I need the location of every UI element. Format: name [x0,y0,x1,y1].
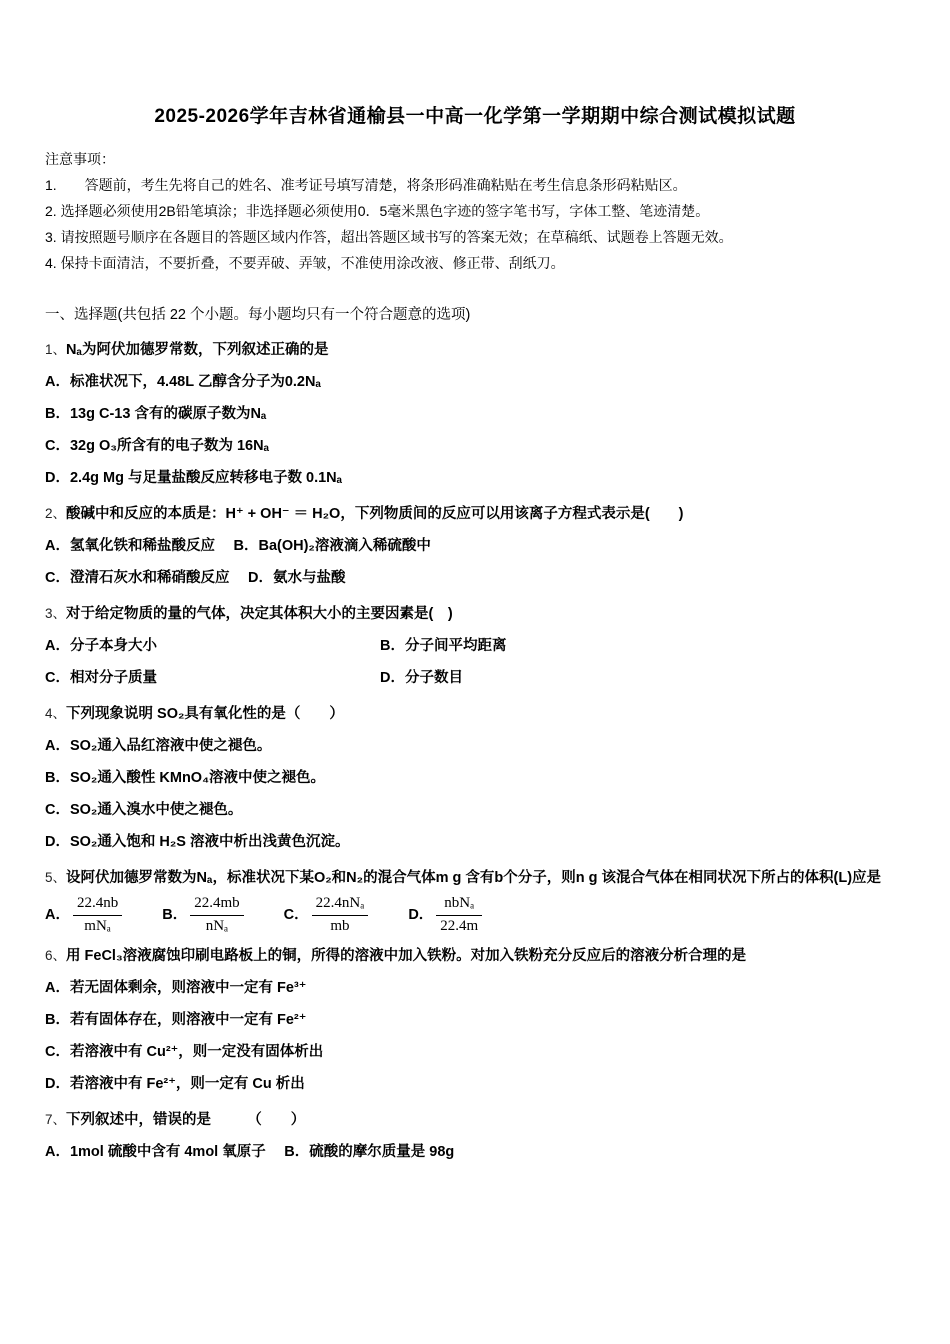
question-4 [45,698,905,858]
section-heading: 一、选择题(共包括 22 个小题。每小题均只有一个符合题意的选项) [45,307,471,323]
option-line: B．13g C-13 含有的碳原子数为Nₐ [45,406,267,422]
fraction-denominator: mb [330,917,350,934]
question-number: 7、 [45,1112,67,1127]
option-line: A．1mol 硫酸中含有 4mol 氧原子 B．硫酸的摩尔质量是 98g [45,1144,455,1160]
notice-item: 1. 答题前，考生先将自己的姓名、准考证号填写清楚，将条形码准确粘贴在考生信息条形码粘贴区。 [45,177,687,193]
question-stem-line [45,940,905,972]
option-line: C．澄清石灰水和稀硝酸反应 D．氨水与盐酸 [45,570,346,586]
question-stem: 设阿伏加德罗常数为Nₐ，标准状况下某O₂和N₂的混合气体m g 含有b个分子，则n g 该混合气体在相同状况下所占的体积(L)应是 [66,870,882,886]
question-6 [45,940,905,1100]
option-line: B．SO₂通入酸性 KMnO₄溶液中使之褪色。 [45,770,325,786]
question-2 [45,498,905,594]
option-d [408,894,482,936]
fraction-numerator: 22.4nb [73,894,122,916]
option-line: C．若溶液中有 Cu²⁺，则一定没有固体析出 [45,1044,324,1060]
question-1 [45,334,905,494]
fraction [436,894,482,936]
option-line [45,894,905,936]
question-stem-line [45,1104,905,1136]
notice-item: 3. 请按照题号顺序在各题目的答题区域内作答，超出答题区域书写的答案无效；在草稿纸、试题卷上答题无效。 [45,229,733,245]
question-3 [45,598,905,694]
question-number: 6、 [45,948,67,963]
question-number: 4、 [45,706,67,721]
option-right: B．分子间平均距离 [380,638,507,654]
option-left: A．分子本身大小 [45,638,157,654]
option-label: B． [162,907,188,923]
option-line: A．SO₂通入品红溶液中使之褪色。 [45,738,272,754]
fraction [312,894,369,936]
question-stem-line [45,862,905,894]
option-line [45,630,905,662]
fraction-numerator: 22.4nNₐ [312,894,369,916]
question-stem: Nₐ为阿伏加德罗常数，下列叙述正确的是 [66,342,329,358]
notice-item: 4. 保持卡面清洁，不要折叠，不要弄破、弄皱，不准使用涂改液、修正带、刮纸刀。 [45,255,565,271]
option-line: D．若溶液中有 Fe²⁺，则一定有 Cu 析出 [45,1076,305,1092]
question-stem-line [45,598,905,630]
fraction-numerator: nbNₐ [436,894,482,916]
notice-header: 注意事项： [45,151,115,167]
option-line: D．2.4g Mg 与足量盐酸反应转移电子数 0.1Nₐ [45,470,343,486]
option-right: D．分子数目 [380,670,463,686]
option-line: C．32g O₃所含有的电子数为 16Nₐ [45,438,270,454]
option-line: A．氢氧化铁和稀盐酸反应 B．Ba(OH)₂溶液滴入稀硫酸中 [45,538,431,554]
question-stem: 下列现象说明 SO₂具有氧化性的是（ ） [66,706,344,722]
option-b [162,894,243,936]
question-7 [45,1104,905,1168]
question-stem: 酸碱中和反应的本质是：H⁺ + OH⁻ ＝ H₂O，下列物质间的反应可以用该离子方程式表示是( ) [66,506,684,522]
option-label: A． [45,907,70,923]
fraction-denominator: 22.4m [440,917,479,934]
option-line: B．若有固体存在，则溶液中一定有 Fe²⁺ [45,1012,307,1028]
fraction-denominator: nNₐ [205,917,229,934]
option-label: D． [408,907,434,923]
question-5 [45,862,905,936]
fraction-denominator: mNₐ [84,917,111,934]
question-number: 2、 [45,506,67,521]
option-label: C． [283,907,309,923]
question-stem-line [45,334,905,366]
option-line: A．若无固体剩余，则溶液中一定有 Fe³⁺ [45,980,307,996]
option-line: C．SO₂通入溴水中使之褪色。 [45,802,243,818]
question-number: 1、 [45,342,67,357]
question-stem: 用 FeCl₃溶液腐蚀印刷电路板上的铜，所得的溶液中加入铁粉。对加入铁粉充分反应后的溶液分析合理的是 [66,948,747,964]
question-stem: 对于给定物质的量的气体，决定其体积大小的主要因素是( ) [66,606,453,622]
question-number: 5、 [45,870,67,885]
option-a [45,894,122,936]
option-line [45,662,905,694]
notice-item: 2. 选择题必须使用2B铅笔填涂；非选择题必须使用0．5毫米黑色字迹的签字笔书写，字体工整、笔迹清楚。 [45,203,710,219]
fraction [190,894,243,936]
option-c [284,894,369,936]
question-stem: 下列叙述中，错误的是 （ ） [66,1112,306,1128]
page-title: 2025-2026学年吉林省通榆县一中高一化学第一学期期中综合测试模拟试题 [154,106,796,127]
option-line: A．标准状况下，4.48L 乙醇含分子为0.2Nₐ [45,374,321,390]
question-stem-line [45,498,905,530]
option-line: D．SO₂通入饱和 H₂S 溶液中析出浅黄色沉淀。 [45,834,350,850]
option-left: C．相对分子质量 [45,670,157,686]
notice-section [45,146,905,276]
question-stem-line [45,698,905,730]
fraction-numerator: 22.4mb [190,894,243,916]
fraction [73,894,122,936]
question-number: 3、 [45,606,67,621]
